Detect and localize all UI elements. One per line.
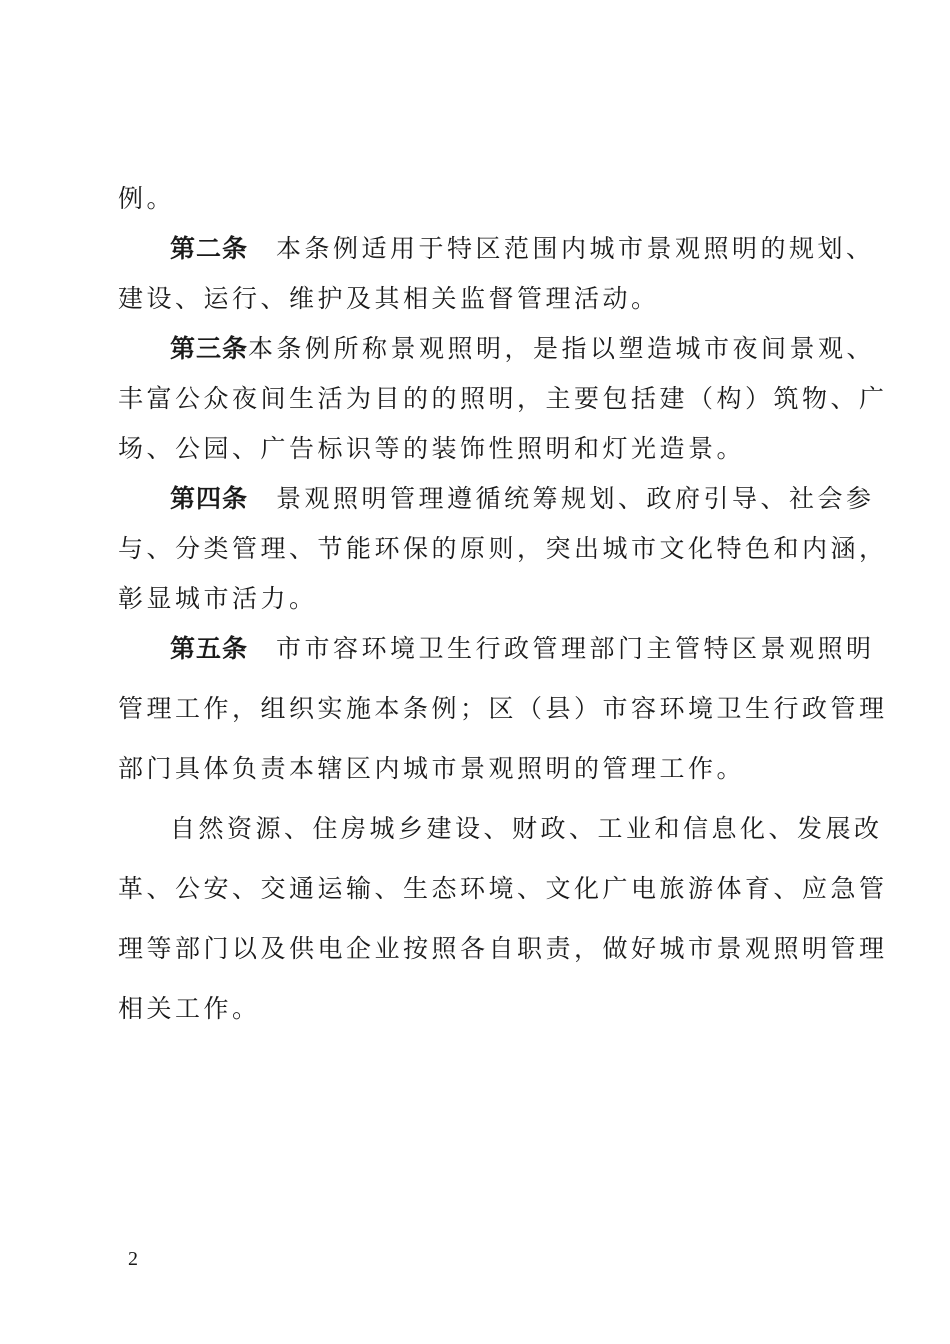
article-4-line [170, 482, 875, 516]
article-5-line [170, 632, 875, 666]
text-line [118, 932, 888, 966]
paragraph-text: 本条例适用于特区范围内城市景观照明的规划、 [276, 234, 875, 263]
paragraph-text: 例。 [118, 184, 176, 213]
paragraph-text: 本条例所称景观照明，是指以塑造城市夜间景观、 [248, 334, 876, 363]
paragraph-text: 自然资源、住房城乡建设、财政、工业和信息化、发展改 [170, 814, 883, 843]
text-line [118, 382, 888, 416]
article-2-heading: 第二条 [170, 234, 249, 263]
text-line [118, 872, 888, 906]
paragraph-text: 景观照明管理遵循统筹规划、政府引导、社会参 [276, 484, 875, 513]
text-line [118, 992, 261, 1026]
article-4-heading: 第四条 [170, 484, 249, 513]
text-line [118, 752, 745, 786]
paragraph-text: 建设、运行、维护及其相关监督管理活动。 [118, 284, 660, 313]
paragraph-text: 部门具体负责本辖区内城市景观照明的管理工作。 [118, 754, 746, 783]
article-3-heading: 第三条 [170, 334, 249, 363]
text-line [118, 182, 175, 216]
paragraph-text: 彰显城市活力。 [118, 584, 318, 613]
text-line [118, 282, 660, 316]
paragraph-text: 革、公安、交通运输、生态环境、文化广电旅游体育、应急管 [118, 874, 888, 903]
article-5-heading: 第五条 [170, 634, 249, 663]
article-2-line [170, 232, 875, 266]
paragraph-text: 理等部门以及供电企业按照各自职责，做好城市景观照明管理 [118, 934, 888, 963]
text-line [118, 582, 318, 616]
paragraph-text: 丰富公众夜间生活为目的的照明，主要包括建（构）筑物、广 [118, 384, 888, 413]
text-line [170, 812, 883, 846]
paragraph-text: 与、分类管理、节能环保的原则，突出城市文化特色和内涵， [118, 534, 888, 563]
article-3-line [170, 332, 875, 366]
paragraph-text: 管理工作，组织实施本条例；区（县）市容环境卫生行政管理 [118, 694, 888, 723]
paragraph-text: 市市容环境卫生行政管理部门主管特区景观照明 [276, 634, 875, 663]
paragraph-text: 相关工作。 [118, 994, 261, 1023]
text-line [118, 432, 745, 466]
text-line [118, 532, 888, 566]
paragraph-text: 场、公园、广告标识等的装饰性照明和灯光造景。 [118, 434, 746, 463]
text-line [118, 692, 888, 726]
page-number: 2 [128, 1248, 138, 1270]
